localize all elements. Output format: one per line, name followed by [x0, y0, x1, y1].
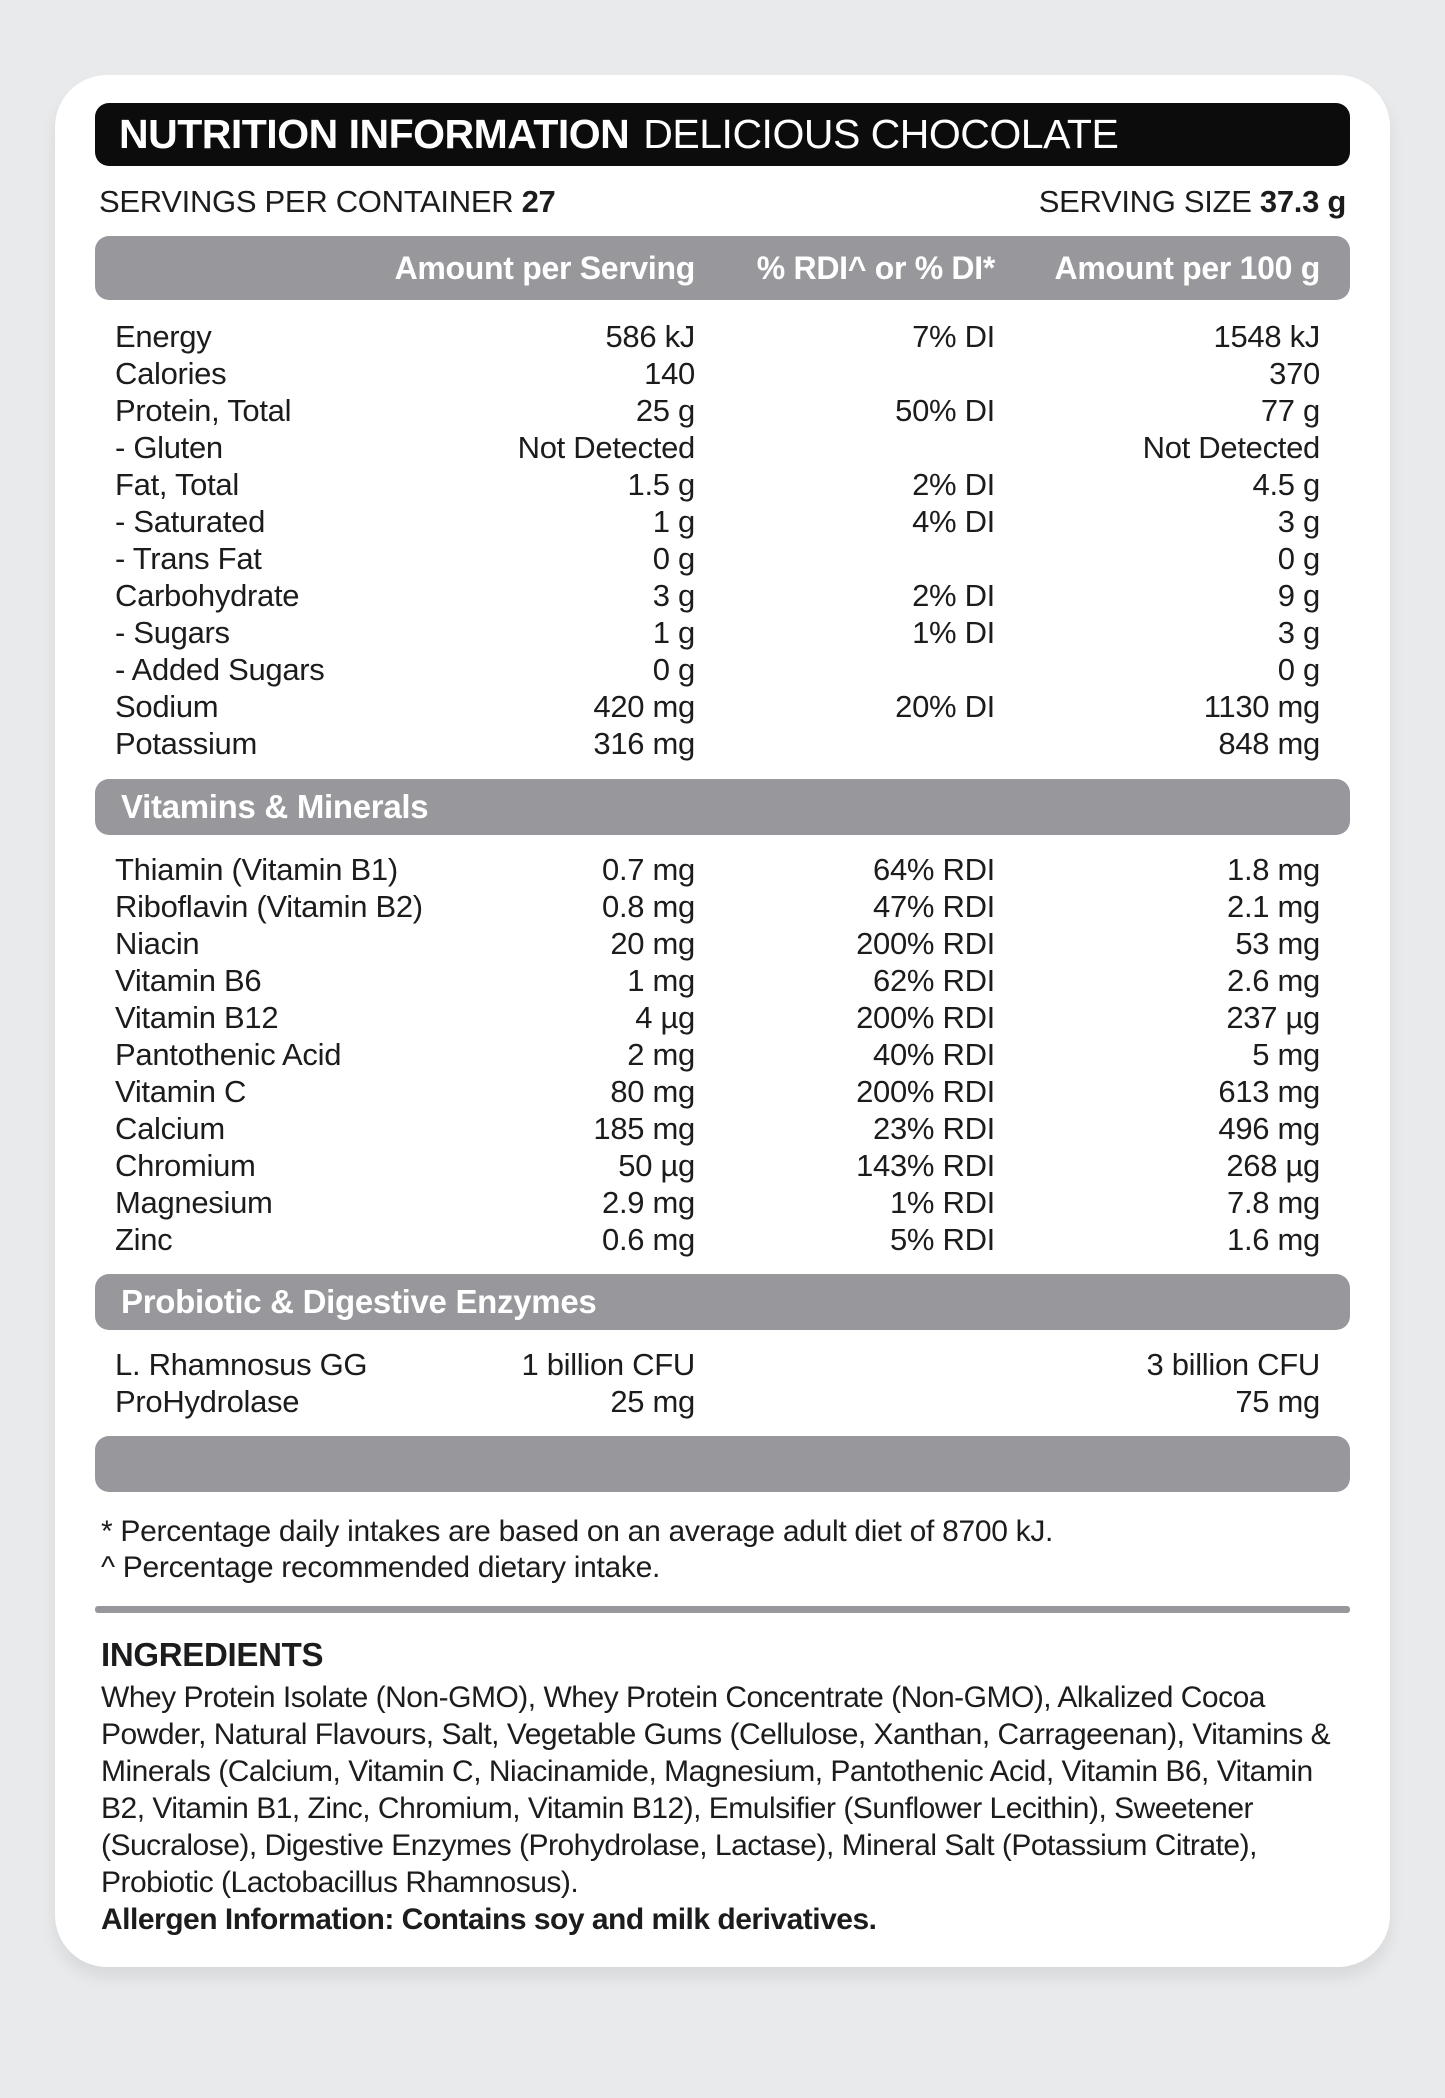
servings-value: 27: [521, 184, 556, 219]
nutrient-name: Protein, Total: [115, 393, 292, 428]
rdi-value: 64% RDI: [873, 852, 995, 887]
table-row: [95, 1147, 1350, 1184]
rdi-value: 2% DI: [912, 578, 995, 613]
amount-per-serving-value: 185 mg: [593, 1111, 695, 1146]
table-row: [95, 888, 1350, 925]
servings-label: SERVINGS PER CONTAINER: [99, 184, 514, 219]
label-title: NUTRITION INFORMATION: [119, 111, 630, 157]
nutrient-name: Pantothenic Acid: [115, 1037, 342, 1072]
ingredients-section: [95, 1635, 1350, 1938]
ingredients-text: Whey Protein Isolate (Non-GMO), Whey Protein Concentrate (Non-GMO), Alkalized Cocoa Powder, Natural Flavours, Salt, Vegetable Gums (Cellulose, Xanthan, Carrageenan), Vitamins & Minerals (Calcium, Vitamin C, Niacinamide, Magnesium, Pantothenic Acid, Vitamin B6, Vitamin B2, Vitamin B1, Zinc, Chromium, Vitamin B12), Emulsifier (Sunflower Lecithin), Sweetener (Sucralose), Digestive Enzymes (Prohydrolase, Lactase), Mineral Salt (Potassium Citrate), Probiotic (Lactobacillus Rhamnosus).: [101, 1681, 1331, 1899]
amount-per-100g-value: 268 µg: [1226, 1148, 1320, 1183]
column-header-rdi: % RDI^ or % DI*: [756, 249, 995, 286]
amount-per-100g-value: 7.8 mg: [1227, 1185, 1320, 1220]
nutrient-name: Riboflavin (Vitamin B2): [115, 889, 423, 924]
rdi-value: 1% RDI: [889, 1185, 995, 1220]
nutrient-name: - Sugars: [115, 615, 230, 650]
probiotic-enzymes-table: [95, 1346, 1350, 1420]
amount-per-100g-value: 9 g: [1277, 578, 1320, 613]
amount-per-100g-value: 2.1 mg: [1227, 889, 1320, 924]
table-row: [95, 614, 1350, 651]
column-header-amount-per-serving: Amount per Serving: [394, 249, 695, 286]
amount-per-serving-value: 0.7 mg: [602, 852, 695, 887]
nutrient-name: Zinc: [115, 1222, 173, 1257]
amount-per-serving-value: 50 µg: [618, 1148, 695, 1183]
table-row: [95, 1221, 1350, 1258]
amount-per-100g-value: 53 mg: [1235, 926, 1320, 961]
table-row: [95, 962, 1350, 999]
amount-per-serving-value: 316 mg: [593, 726, 695, 761]
amount-per-100g-value: 3 billion CFU: [1146, 1347, 1320, 1382]
title-bar: [95, 103, 1350, 166]
nutrient-name: Potassium: [115, 726, 258, 761]
amount-per-serving-value: 2 mg: [627, 1037, 695, 1072]
footnotes: [95, 1514, 1350, 1586]
section-title: Probiotic & Digestive Enzymes: [121, 1283, 597, 1320]
divider-band: [95, 1436, 1350, 1492]
rdi-value: 47% RDI: [873, 889, 995, 924]
amount-per-100g-value: 4.5 g: [1252, 467, 1320, 502]
servings-per-container: [99, 184, 556, 220]
amount-per-serving-value: 0 g: [652, 652, 695, 687]
nutrient-name: Thiamin (Vitamin B1): [115, 852, 398, 887]
amount-per-serving-value: 420 mg: [593, 689, 695, 724]
rdi-value: 200% RDI: [856, 1000, 995, 1035]
table-row: [95, 503, 1350, 540]
amount-per-100g-value: 848 mg: [1218, 726, 1320, 761]
table-row: [95, 1073, 1350, 1110]
amount-per-100g-value: Not Detected: [1142, 430, 1320, 465]
nutrient-name: Calories: [115, 356, 227, 391]
amount-per-serving-value: 80 mg: [610, 1074, 695, 1109]
footnote-daily-intake: * Percentage daily intakes are based on an average adult diet of 8700 kJ.: [101, 1515, 1054, 1548]
amount-per-serving-value: 1.5 g: [627, 467, 695, 502]
amount-per-serving-value: 25 g: [635, 393, 695, 428]
amount-per-100g-value: 370: [1269, 356, 1320, 391]
amount-per-serving-value: 0 g: [652, 541, 695, 576]
table-row: [95, 725, 1350, 762]
amount-per-100g-value: 613 mg: [1218, 1074, 1320, 1109]
nutrient-name: Vitamin B12: [115, 1000, 279, 1035]
amount-per-100g-value: 75 mg: [1235, 1384, 1320, 1419]
nutrient-name: Magnesium: [115, 1185, 273, 1220]
amount-per-serving-value: 3 g: [652, 578, 695, 613]
table-row: [95, 466, 1350, 503]
amount-per-serving-value: 4 µg: [635, 1000, 695, 1035]
footnote-rdi: ^ Percentage recommended dietary intake.: [101, 1551, 661, 1584]
rdi-value: 4% DI: [912, 504, 995, 539]
amount-per-100g-value: 1.6 mg: [1227, 1222, 1320, 1257]
table-row: [95, 355, 1350, 392]
table-row: [95, 392, 1350, 429]
rdi-value: 20% DI: [895, 689, 995, 724]
nutrient-name: - Saturated: [115, 504, 266, 539]
nutrient-name: Calcium: [115, 1111, 225, 1146]
table-row: [95, 318, 1350, 355]
nutrient-name: Vitamin C: [115, 1074, 247, 1109]
amount-per-serving-value: 1 g: [652, 615, 695, 650]
nutrient-name: Chromium: [115, 1148, 256, 1183]
rdi-value: 5% RDI: [889, 1222, 995, 1257]
nutrient-name: Carbohydrate: [115, 578, 300, 613]
amount-per-100g-value: 77 g: [1260, 393, 1320, 428]
amount-per-serving-value: 1 g: [652, 504, 695, 539]
amount-per-100g-value: 1130 mg: [1203, 689, 1320, 724]
column-header-amount-per-100g: Amount per 100 g: [1054, 249, 1320, 286]
amount-per-serving-value: 20 mg: [610, 926, 695, 961]
table-row: [95, 540, 1350, 577]
rdi-value: 200% RDI: [856, 926, 995, 961]
nutrient-name: Energy: [115, 319, 212, 354]
table-row: [95, 999, 1350, 1036]
amount-per-100g-value: 3 g: [1277, 615, 1320, 650]
rdi-value: 50% DI: [895, 393, 995, 428]
table-row: [95, 1036, 1350, 1073]
nutrition-label-card: [55, 75, 1390, 1967]
rdi-value: 1% DI: [912, 615, 995, 650]
rdi-value: 143% RDI: [856, 1148, 995, 1183]
section-header-probiotic-enzymes: [95, 1274, 1350, 1330]
table-row: [95, 577, 1350, 614]
amount-per-100g-value: 237 µg: [1226, 1000, 1320, 1035]
serving-size: [1039, 184, 1346, 220]
amount-per-serving-value: 2.9 mg: [602, 1185, 695, 1220]
amount-per-100g-value: 0 g: [1277, 652, 1320, 687]
amount-per-100g-value: 5 mg: [1252, 1037, 1320, 1072]
allergen-information: Allergen Information: Contains soy and milk derivatives.: [101, 1903, 877, 1936]
table-row: [95, 1383, 1350, 1420]
rdi-value: 40% RDI: [873, 1037, 995, 1072]
amount-per-100g-value: 2.6 mg: [1227, 963, 1320, 998]
serving-size-label: SERVING SIZE: [1038, 184, 1252, 219]
table-row: [95, 925, 1350, 962]
nutrient-name: Sodium: [115, 689, 219, 724]
nutrient-name: - Trans Fat: [115, 541, 262, 576]
table-row: [95, 851, 1350, 888]
amount-per-serving-value: 0.8 mg: [602, 889, 695, 924]
flavor-name: DELICIOUS CHOCOLATE: [643, 111, 1119, 157]
amount-per-serving-value: 140: [644, 356, 695, 391]
amount-per-100g-value: 0 g: [1277, 541, 1320, 576]
table-row: [95, 1110, 1350, 1147]
amount-per-100g-value: 1548 kJ: [1213, 319, 1320, 354]
rdi-value: 7% DI: [912, 319, 995, 354]
nutrient-name: Niacin: [115, 926, 200, 961]
nutrient-table: [95, 318, 1350, 762]
table-row: [95, 1184, 1350, 1221]
table-row: [95, 1346, 1350, 1383]
amount-per-serving-value: 1 mg: [627, 963, 695, 998]
section-header-vitamins-minerals: [95, 779, 1350, 835]
nutrient-name: L. Rhamnosus GG: [115, 1347, 368, 1382]
amount-per-serving-value: 1 billion CFU: [521, 1347, 695, 1382]
section-title: Vitamins & Minerals: [121, 788, 429, 825]
nutrient-name: - Gluten: [115, 430, 223, 465]
amount-per-serving-value: 586 kJ: [605, 319, 695, 354]
ingredients-heading: INGREDIENTS: [101, 1636, 324, 1673]
divider-rule: [95, 1606, 1350, 1613]
amount-per-100g-value: 3 g: [1277, 504, 1320, 539]
nutrient-name: - Added Sugars: [115, 652, 325, 687]
amount-per-serving-value: Not Detected: [517, 430, 695, 465]
rdi-value: 200% RDI: [856, 1074, 995, 1109]
amount-per-serving-value: 25 mg: [610, 1384, 695, 1419]
amount-per-serving-value: 0.6 mg: [602, 1222, 695, 1257]
servings-row: [95, 184, 1350, 220]
rdi-value: 2% DI: [912, 467, 995, 502]
table-row: [95, 688, 1350, 725]
table-row: [95, 651, 1350, 688]
nutrient-name: ProHydrolase: [115, 1384, 300, 1419]
rdi-value: 62% RDI: [873, 963, 995, 998]
column-header-band: [95, 236, 1350, 300]
serving-size-value: 37.3 g: [1259, 184, 1346, 219]
amount-per-100g-value: 496 mg: [1218, 1111, 1320, 1146]
amount-per-100g-value: 1.8 mg: [1227, 852, 1320, 887]
rdi-value: 23% RDI: [873, 1111, 995, 1146]
table-row: [95, 429, 1350, 466]
vitamins-minerals-table: [95, 851, 1350, 1258]
nutrient-name: Fat, Total: [115, 467, 239, 502]
nutrient-name: Vitamin B6: [115, 963, 262, 998]
